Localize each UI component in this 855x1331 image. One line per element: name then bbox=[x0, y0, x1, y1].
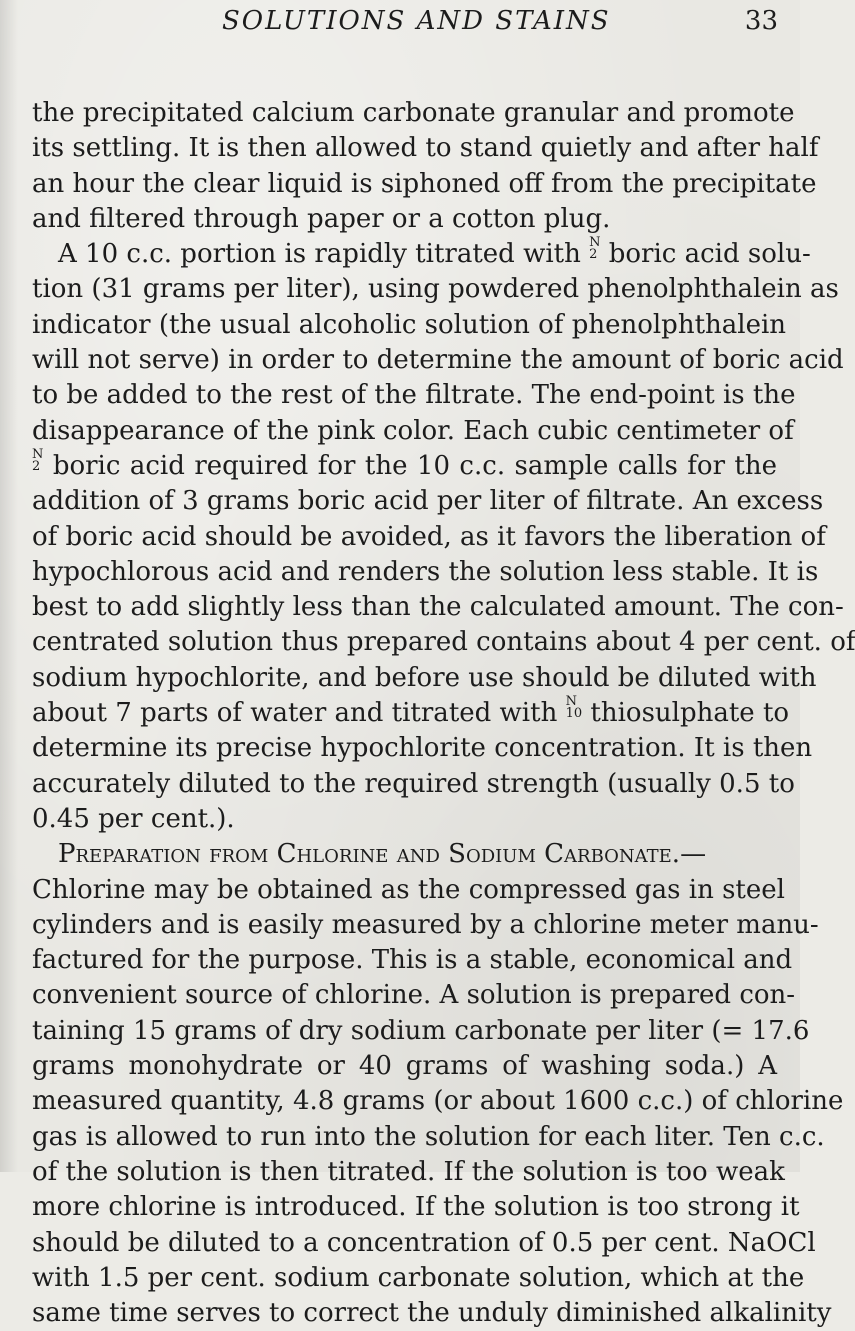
line-segment: boric acid solu- bbox=[608, 239, 811, 270]
fraction bbox=[589, 237, 600, 261]
fraction bbox=[566, 696, 583, 720]
section-heading-line bbox=[32, 837, 777, 872]
text-line: of boric acid should be avoided, as it favors the liberation of bbox=[32, 521, 826, 552]
fraction-denominator: 10 bbox=[565, 706, 583, 722]
running-title: SOLUTIONS AND STAINS bbox=[222, 6, 611, 36]
text-line: measured quantity, 4.8 grams (or about 1600 c.c.) of chlorine bbox=[32, 1086, 844, 1117]
body-text bbox=[32, 96, 855, 1331]
text-line: will not serve) in order to determine the amount of boric acid bbox=[32, 345, 844, 376]
line-segment: thiosulphate to bbox=[590, 698, 790, 729]
line-segment: about 7 parts of water and titrated with bbox=[32, 698, 558, 729]
line-segment: A 10 c.c. portion is rapidly titrated with bbox=[58, 239, 581, 270]
text-line: cylinders and is easily measured by a chlorine meter manu- bbox=[32, 909, 819, 940]
text-line: best to add slightly less than the calculated amount. The con- bbox=[32, 592, 844, 623]
fraction-denominator: 2 bbox=[589, 247, 598, 263]
text-line: taining 15 grams of dry sodium carbonate per liter (= 17.6 bbox=[32, 1015, 810, 1046]
text-line: and filtered through paper or a cotton plug. bbox=[32, 203, 611, 234]
section-heading: Preparation from Chlorine and Sodium Carbonate.— bbox=[58, 839, 707, 870]
page-number: 33 bbox=[744, 6, 778, 36]
text-line: accurately diluted to the required strength (usually 0.5 to bbox=[32, 768, 795, 799]
text-line: determine its precise hypochlorite concentration. It is then bbox=[32, 733, 813, 764]
page-gutter-shadow bbox=[0, 0, 18, 1172]
text-line bbox=[32, 694, 790, 731]
text-line: gas is allowed to run into the solution for each liter. Ten c.c. bbox=[32, 1121, 825, 1152]
text-line: sodium hypochlorite, and before use should be diluted with bbox=[32, 662, 817, 693]
text-line: an hour the clear liquid is siphoned off from the precipitate bbox=[32, 168, 817, 199]
text-line: should be diluted to a concentration of 0.5 per cent. NaOCl bbox=[32, 1227, 816, 1258]
fraction-denominator: 2 bbox=[32, 458, 41, 474]
text-line: centrated solution thus prepared contains about 4 per cent. of bbox=[32, 627, 855, 658]
line-segment: boric acid required for the 10 c.c. sample calls for the bbox=[52, 450, 778, 481]
text-line: its settling. It is then allowed to stand quietly and after half bbox=[32, 133, 819, 164]
text-line: of the solution is then titrated. If the solution is too weak bbox=[32, 1156, 785, 1187]
text-line bbox=[32, 446, 778, 484]
text-line: tion (31 grams per liter), using powdered phenolphthalein as bbox=[32, 274, 839, 305]
text-line: Chlorine may be obtained as the compressed gas in steel bbox=[32, 874, 785, 905]
text-line: same time serves to correct the unduly diminished alkalinity bbox=[32, 1298, 832, 1329]
text-line: convenient source of chlorine. A solution is prepared con- bbox=[32, 980, 796, 1011]
text-line: 0.45 per cent.). bbox=[32, 803, 235, 834]
text-line: the precipitated calcium carbonate granular and promote bbox=[32, 98, 795, 128]
fraction-numerator: N bbox=[565, 694, 577, 710]
text-line: to be added to the rest of the filtrate. The end-point is the bbox=[32, 380, 796, 411]
text-line: with 1.5 per cent. sodium carbonate solution, which at the bbox=[32, 1262, 805, 1293]
fraction-numerator: N bbox=[32, 446, 44, 462]
text-line: addition of 3 grams boric acid per liter of filtrate. An excess bbox=[32, 486, 824, 517]
text-line: hypochlorous acid and renders the solution less stable. It is bbox=[32, 556, 819, 587]
text-line: more chlorine is introduced. If the solution is too strong it bbox=[32, 1192, 800, 1223]
fraction-numerator: N bbox=[589, 235, 601, 251]
text-line: grams monohydrate or 40 grams of washing soda.) A bbox=[32, 1051, 777, 1082]
text-line bbox=[32, 235, 811, 272]
running-header bbox=[0, 6, 800, 46]
text-line: disappearance of the pink color. Each cubic centimeter of bbox=[32, 415, 794, 446]
text-line: factured for the purpose. This is a stable, economical and bbox=[32, 945, 793, 976]
fraction bbox=[32, 446, 44, 474]
text-line: indicator (the usual alcoholic solution of phenolphthalein bbox=[32, 309, 787, 340]
